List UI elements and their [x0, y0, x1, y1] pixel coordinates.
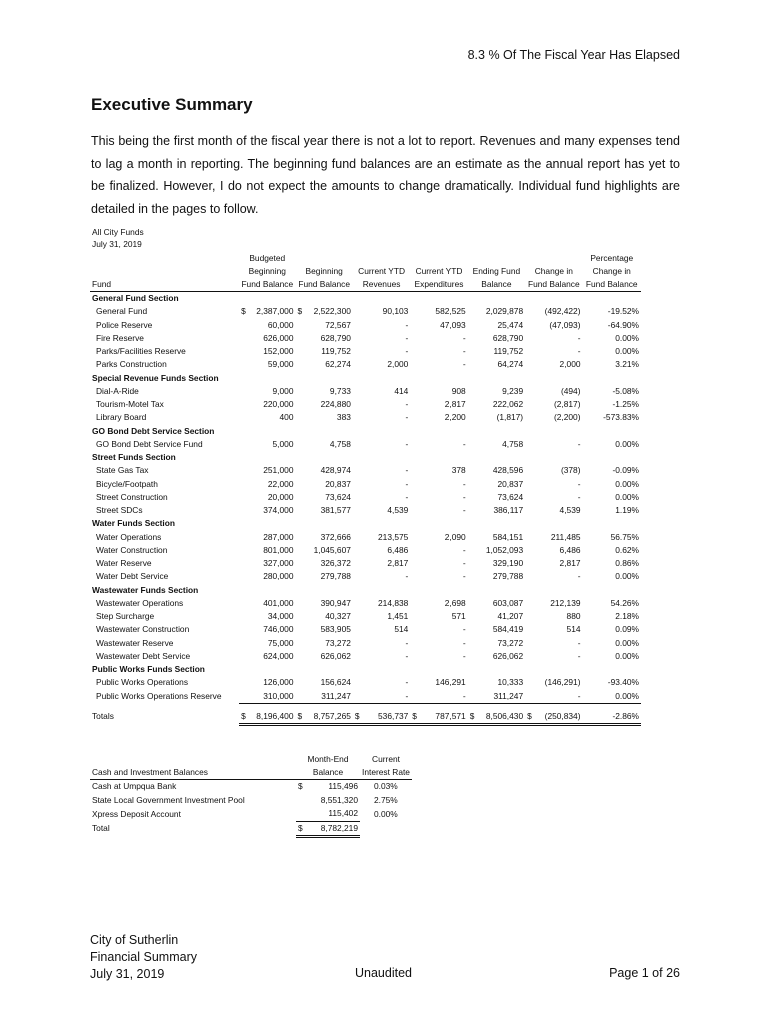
- fund-value: 381,577: [320, 505, 351, 516]
- totals-expenditures: $ 787,571: [410, 703, 467, 724]
- fund-value: 2,698: [444, 597, 466, 608]
- fund-value: 4,758: [502, 438, 524, 449]
- fund-value: -64.90%: [607, 319, 639, 330]
- footer-date: July 31, 2019: [90, 967, 165, 981]
- fund-value: (47,093): [549, 319, 581, 330]
- header-beginning-1: Beginning: [305, 266, 343, 276]
- fund-row: [90, 385, 641, 398]
- fund-value: 584,151: [492, 531, 524, 542]
- intro-paragraph: This being the first month of the fiscal year there is not a lot to report. Revenues and many expenses tend to lag a month in reporting. The beginning fund balances are an estimate as the annual report has yet to be finalized. However, I do not expect the amounts to change dramatically. Individual fund highlights are detailed in the pages to follow.: [91, 134, 680, 216]
- fund-value: (378): [560, 465, 581, 476]
- fund-value: 0.00%: [615, 491, 639, 502]
- fund-row: [90, 623, 641, 636]
- fund-value: -: [462, 359, 466, 370]
- fund-value: 54.26%: [610, 597, 639, 608]
- fund-name: Wastewater Debt Service: [96, 650, 191, 661]
- fund-value: 2,817: [559, 558, 581, 569]
- fund-value: 6,486: [387, 544, 409, 555]
- fund-value: -: [405, 399, 409, 410]
- fund-value: 56.75%: [610, 531, 639, 542]
- fund-value: 1,052,093: [485, 544, 524, 555]
- fund-value: 9,000: [272, 385, 294, 396]
- fund-value: -: [405, 571, 409, 582]
- fund-value: -: [577, 637, 581, 648]
- fund-name: GO Bond Debt Service Fund: [96, 438, 203, 449]
- fund-value: -: [577, 491, 581, 502]
- fund-value: 2,817: [387, 558, 409, 569]
- cash-total-row: [90, 821, 412, 837]
- fund-name: Water Debt Service: [96, 571, 169, 582]
- header-change-1: Change in: [534, 266, 573, 276]
- cash-header-rate-1: Current: [372, 753, 400, 764]
- header-ending-2: Balance: [468, 278, 525, 292]
- fund-value: 287,000: [263, 531, 294, 542]
- fund-value: 220,000: [263, 399, 294, 410]
- fund-name: Public Works Operations Reserve: [96, 690, 222, 701]
- fund-value: -: [462, 690, 466, 701]
- fund-value: -: [577, 332, 581, 343]
- fund-value: $ 2,387,000: [241, 306, 294, 317]
- fund-value: -: [462, 478, 466, 489]
- fund-value: 374,000: [263, 505, 294, 516]
- totals-beginning: $ 8,757,265: [295, 703, 352, 724]
- fund-value: 624,000: [263, 650, 294, 661]
- fund-name: Water Operations: [96, 531, 162, 542]
- section-row: [90, 425, 641, 438]
- fund-name: Dial-A-Ride: [96, 385, 139, 396]
- fund-value: -: [405, 478, 409, 489]
- fund-name: Wastewater Construction: [96, 624, 190, 635]
- fund-value: -: [405, 677, 409, 688]
- fund-value: -: [577, 650, 581, 661]
- fund-value: 378: [451, 465, 466, 476]
- fund-value: -573.83%: [603, 412, 639, 423]
- fund-value: -93.40%: [607, 677, 639, 688]
- fund-value: 10,333: [497, 677, 524, 688]
- header-beginning-2: Fund Balance: [295, 278, 352, 292]
- fund-row: [90, 557, 641, 570]
- fund-name: Library Board: [96, 412, 147, 423]
- cash-header-balance-2: Balance: [296, 766, 360, 780]
- fund-value: (1,817): [496, 412, 524, 423]
- fund-value: 62,274: [325, 359, 351, 370]
- fund-name: Parks Construction: [96, 359, 167, 370]
- fund-row: [90, 305, 641, 318]
- fund-value: 2,817: [444, 399, 466, 410]
- fund-value: 626,000: [263, 332, 294, 343]
- fund-name: Water Reserve: [96, 558, 152, 569]
- fund-value: 0.00%: [615, 478, 639, 489]
- cash-account-name: Cash at Umpqua Bank: [92, 781, 177, 792]
- fund-value: 583,905: [320, 624, 351, 635]
- cash-row: [90, 780, 412, 794]
- fund-value: -: [577, 438, 581, 449]
- fund-value: 327,000: [263, 558, 294, 569]
- cash-table: [90, 752, 412, 838]
- fund-value: -: [462, 637, 466, 648]
- fund-value: 279,788: [492, 571, 524, 582]
- fund-value: 90,103: [382, 306, 409, 317]
- header-pct-2: Change in: [592, 266, 631, 276]
- fund-value: 126,000: [263, 677, 294, 688]
- fund-value: 2,029,878: [485, 306, 524, 317]
- totals-budgeted: $ 8,196,400: [239, 703, 295, 724]
- totals-row: [90, 703, 641, 724]
- fund-name: Police Reserve: [96, 319, 153, 330]
- cash-rate: 0.00%: [374, 808, 398, 819]
- section-row: [90, 584, 641, 597]
- header-pct-3: Fund Balance: [583, 278, 641, 292]
- fund-value: 582,525: [435, 306, 466, 317]
- fund-value: 40,327: [325, 611, 351, 622]
- fund-value: -: [462, 438, 466, 449]
- fund-value: 0.09%: [615, 624, 639, 635]
- fund-name: Tourism-Motel Tax: [96, 399, 164, 410]
- fund-value: 310,000: [263, 690, 294, 701]
- cash-account-name: State Local Government Investment Pool: [92, 794, 245, 805]
- fund-value: -: [462, 624, 466, 635]
- fund-value: 60,000: [267, 319, 294, 330]
- funds-table: [90, 252, 641, 726]
- fund-value: 2.18%: [615, 611, 639, 622]
- fund-value: 119,752: [321, 346, 351, 357]
- footer-page: Page 1 of 26: [609, 966, 680, 980]
- section-title: Public Works Funds Section: [92, 664, 205, 675]
- section-title: Street Funds Section: [92, 452, 176, 463]
- fund-row: [90, 319, 641, 332]
- fiscal-elapsed-note: 8.3 % Of The Fiscal Year Has Elapsed: [467, 48, 680, 62]
- fund-value: 514: [566, 624, 581, 635]
- fund-value: 626,062: [492, 650, 524, 661]
- fund-value: 584,419: [492, 624, 524, 635]
- fund-row: [90, 464, 641, 477]
- header-pct-1: Percentage: [590, 253, 634, 263]
- fund-value: (146,291): [544, 677, 581, 688]
- fund-value: 0.00%: [615, 332, 639, 343]
- fund-value: 1,045,607: [313, 544, 351, 555]
- section-title: Water Funds Section: [92, 518, 175, 529]
- fund-row: [90, 650, 641, 663]
- fund-value: 156,624: [320, 677, 351, 688]
- fund-value: -: [462, 491, 466, 502]
- fund-value: 73,624: [497, 491, 524, 502]
- fund-value: 0.00%: [615, 571, 639, 582]
- fund-value: -: [577, 478, 581, 489]
- fund-value: -: [462, 332, 466, 343]
- fund-name: Street SDCs: [96, 505, 143, 516]
- section-row: [90, 372, 641, 385]
- cash-total-value: $ 8,782,219: [296, 821, 360, 837]
- fund-value: 73,272: [325, 637, 351, 648]
- fund-row: [90, 398, 641, 411]
- fund-value: 214,838: [378, 597, 409, 608]
- fund-value: 414: [394, 385, 409, 396]
- header-revenues-1: Current YTD: [358, 266, 406, 276]
- cash-table-body: [90, 780, 412, 822]
- fund-value: -: [462, 650, 466, 661]
- cash-header-rate-2: Interest Rate: [360, 766, 412, 780]
- fund-value: 400: [279, 412, 294, 423]
- fund-row: [90, 690, 641, 704]
- fund-value: 0.86%: [615, 558, 639, 569]
- fund-value: 9,239: [502, 385, 524, 396]
- header-fund: Fund: [90, 278, 239, 292]
- fund-row: [90, 411, 641, 424]
- fund-row: [90, 504, 641, 517]
- cash-account-name: Xpress Deposit Account: [92, 808, 181, 819]
- fund-value: 801,000: [263, 544, 294, 555]
- header-ending-1: Ending Fund: [472, 266, 521, 276]
- fund-value: -: [462, 558, 466, 569]
- cash-balance: $ 115,496: [298, 781, 358, 792]
- totals-change: $ (250,834): [525, 703, 582, 724]
- fund-value: -: [405, 438, 409, 449]
- totals-revenues: $ 536,737: [353, 703, 410, 724]
- funds-caption: [92, 226, 144, 250]
- fund-value: 383: [336, 412, 351, 423]
- fund-row: [90, 531, 641, 544]
- fund-row: [90, 570, 641, 583]
- header-expenditures-2: Expenditures: [410, 278, 467, 292]
- fund-name: Fire Reserve: [96, 332, 144, 343]
- fund-value: 212,139: [550, 597, 581, 608]
- fund-name: Water Construction: [96, 544, 168, 555]
- fund-value: 428,974: [320, 465, 351, 476]
- fund-value: -1.25%: [612, 399, 639, 410]
- fund-value: 119,752: [493, 346, 524, 357]
- section-title: General Fund Section: [92, 293, 179, 304]
- fund-value: 311,247: [493, 690, 524, 701]
- fund-value: -: [462, 544, 466, 555]
- fund-value: 20,837: [497, 478, 524, 489]
- fund-value: 514: [394, 624, 409, 635]
- fund-value: 311,247: [321, 690, 351, 701]
- fund-row: [90, 478, 641, 491]
- fund-value: 326,372: [320, 558, 351, 569]
- fund-value: 0.62%: [615, 544, 639, 555]
- header-revenues-2: Revenues: [353, 278, 410, 292]
- fund-value: 628,790: [320, 332, 351, 343]
- fund-value: 146,291: [435, 677, 466, 688]
- fund-value: 0.00%: [615, 690, 639, 701]
- footer-status: Unaudited: [355, 966, 412, 980]
- fund-value: 428,596: [492, 465, 524, 476]
- totals-label: Totals: [92, 711, 114, 722]
- header-budgeted-2: Beginning: [248, 266, 286, 276]
- fund-value: -: [462, 571, 466, 582]
- fund-value: (2,817): [553, 399, 581, 410]
- fund-value: -: [405, 332, 409, 343]
- fund-value: (2,200): [553, 412, 581, 423]
- header-budgeted-1: Budgeted: [249, 253, 286, 263]
- cash-row: [90, 794, 412, 808]
- fund-value: 34,000: [267, 611, 294, 622]
- fund-row: [90, 676, 641, 689]
- fund-value: 4,539: [387, 505, 409, 516]
- cash-header-label: Cash and Investment Balances: [90, 766, 296, 780]
- footer-doc: Financial Summary: [90, 950, 197, 964]
- fund-value: -: [577, 690, 581, 701]
- fund-value: 152,000: [263, 346, 294, 357]
- fund-value: 603,087: [492, 597, 524, 608]
- fund-value: -: [405, 637, 409, 648]
- fund-value: -: [577, 346, 581, 357]
- fund-value: 9,733: [329, 385, 351, 396]
- fund-value: 1,451: [387, 611, 409, 622]
- fund-row: [90, 637, 641, 650]
- fund-value: 72,567: [325, 319, 351, 330]
- footer-org-block: [90, 932, 197, 983]
- cash-header-balance-1: Month-End: [307, 753, 349, 764]
- fund-value: -: [405, 319, 409, 330]
- section-row: [90, 292, 641, 306]
- funds-caption-line2: July 31, 2019: [92, 239, 142, 249]
- totals-pct: -2.86%: [583, 703, 641, 724]
- fund-value: 0.00%: [615, 650, 639, 661]
- funds-caption-line1: All City Funds: [92, 227, 144, 237]
- fund-value: 0.00%: [615, 637, 639, 648]
- fund-value: 2,200: [444, 412, 466, 423]
- cash-row: [90, 807, 412, 821]
- fund-value: 75,000: [267, 637, 294, 648]
- funds-table-body: [90, 292, 641, 704]
- fund-value: -: [577, 571, 581, 582]
- fund-value: 6,486: [559, 544, 581, 555]
- cash-balance: 8,551,320: [320, 794, 358, 805]
- fund-value: -: [405, 412, 409, 423]
- fund-value: 222,062: [492, 399, 524, 410]
- fund-value: 2,000: [559, 359, 581, 370]
- fund-row: [90, 438, 641, 451]
- fund-value: 213,575: [378, 531, 409, 542]
- fund-value: 224,880: [320, 399, 351, 410]
- cash-total-label: Total: [92, 823, 110, 834]
- section-row: [90, 517, 641, 530]
- header-change-2: Fund Balance: [525, 278, 582, 292]
- fund-value: (494): [560, 385, 581, 396]
- fund-value: -: [405, 690, 409, 701]
- fund-value: 329,190: [492, 558, 524, 569]
- fund-value: -: [405, 650, 409, 661]
- fund-value: 20,837: [325, 478, 351, 489]
- fund-value: 41,207: [497, 611, 524, 622]
- fund-value: 1.19%: [615, 505, 639, 516]
- fund-value: 628,790: [492, 332, 524, 343]
- fund-name: Step Surcharge: [96, 611, 155, 622]
- fund-value: 880: [566, 611, 581, 622]
- fund-value: 280,000: [263, 571, 294, 582]
- fund-value: -: [462, 346, 466, 357]
- fund-value: 64,274: [497, 359, 524, 370]
- fund-value: 0.00%: [615, 438, 639, 449]
- fund-value: -: [405, 465, 409, 476]
- fund-value: -5.08%: [612, 385, 639, 396]
- fund-value: 59,000: [267, 359, 294, 370]
- totals-ending: $ 8,506,430: [468, 703, 525, 724]
- fund-value: 4,758: [329, 438, 351, 449]
- fund-name: State Gas Tax: [96, 465, 149, 476]
- page-title: Executive Summary: [91, 95, 253, 114]
- fund-value: 571: [451, 611, 466, 622]
- fund-row: [90, 332, 641, 345]
- fund-name: Parks/Facilities Reserve: [96, 346, 186, 357]
- fund-row: [90, 491, 641, 504]
- fund-value: 908: [451, 385, 466, 396]
- fund-value: 251,000: [263, 465, 294, 476]
- fund-value: 2,090: [444, 531, 466, 542]
- fund-value: -19.52%: [607, 306, 639, 317]
- fund-value: $ 2,522,300: [297, 306, 351, 317]
- fund-value: 47,093: [440, 319, 466, 330]
- fund-name: General Fund: [96, 306, 148, 317]
- cash-rate: 0.03%: [374, 781, 398, 792]
- fund-name: Public Works Operations: [96, 677, 189, 688]
- fund-row: [90, 597, 641, 610]
- fund-name: Street Construction: [96, 491, 168, 502]
- fund-value: -: [405, 346, 409, 357]
- fund-value: -: [462, 505, 466, 516]
- fund-value: 386,117: [493, 505, 524, 516]
- fund-row: [90, 345, 641, 358]
- fund-value: 3.21%: [615, 359, 639, 370]
- fund-name: Wastewater Operations: [96, 597, 184, 608]
- section-title: Wastewater Funds Section: [92, 584, 199, 595]
- fund-value: 372,666: [320, 531, 351, 542]
- fund-value: -0.09%: [612, 465, 639, 476]
- fund-row: [90, 544, 641, 557]
- fund-value: 5,000: [272, 438, 294, 449]
- fund-name: Bicycle/Footpath: [96, 478, 158, 489]
- fund-name: Wastewater Reserve: [96, 637, 174, 648]
- fund-value: 390,947: [320, 597, 351, 608]
- fund-value: 73,624: [325, 491, 351, 502]
- section-title: GO Bond Debt Service Section: [92, 425, 215, 436]
- fund-value: 22,000: [267, 478, 294, 489]
- fund-value: (492,422): [544, 306, 581, 317]
- fund-value: 73,272: [497, 637, 524, 648]
- cash-balance: 115,402: [296, 807, 360, 821]
- fund-value: 25,474: [497, 319, 524, 330]
- fund-value: 279,788: [320, 571, 351, 582]
- header-budgeted-3: Fund Balance: [239, 278, 295, 292]
- cash-rate: 2.75%: [374, 794, 398, 805]
- fund-row: [90, 358, 641, 371]
- fund-value: 4,539: [559, 505, 581, 516]
- fund-value: 211,485: [550, 531, 581, 542]
- section-row: [90, 663, 641, 676]
- fund-row: [90, 610, 641, 623]
- fund-value: 401,000: [263, 597, 294, 608]
- header-expenditures-1: Current YTD: [415, 266, 463, 276]
- section-title: Special Revenue Funds Section: [92, 372, 219, 383]
- fund-value: 626,062: [320, 650, 351, 661]
- fund-value: 0.00%: [615, 346, 639, 357]
- fund-value: 20,000: [267, 491, 294, 502]
- fund-value: 2,000: [387, 359, 409, 370]
- section-row: [90, 451, 641, 464]
- fund-value: -: [405, 491, 409, 502]
- fund-value: 746,000: [263, 624, 294, 635]
- footer-org: City of Sutherlin: [90, 933, 179, 947]
